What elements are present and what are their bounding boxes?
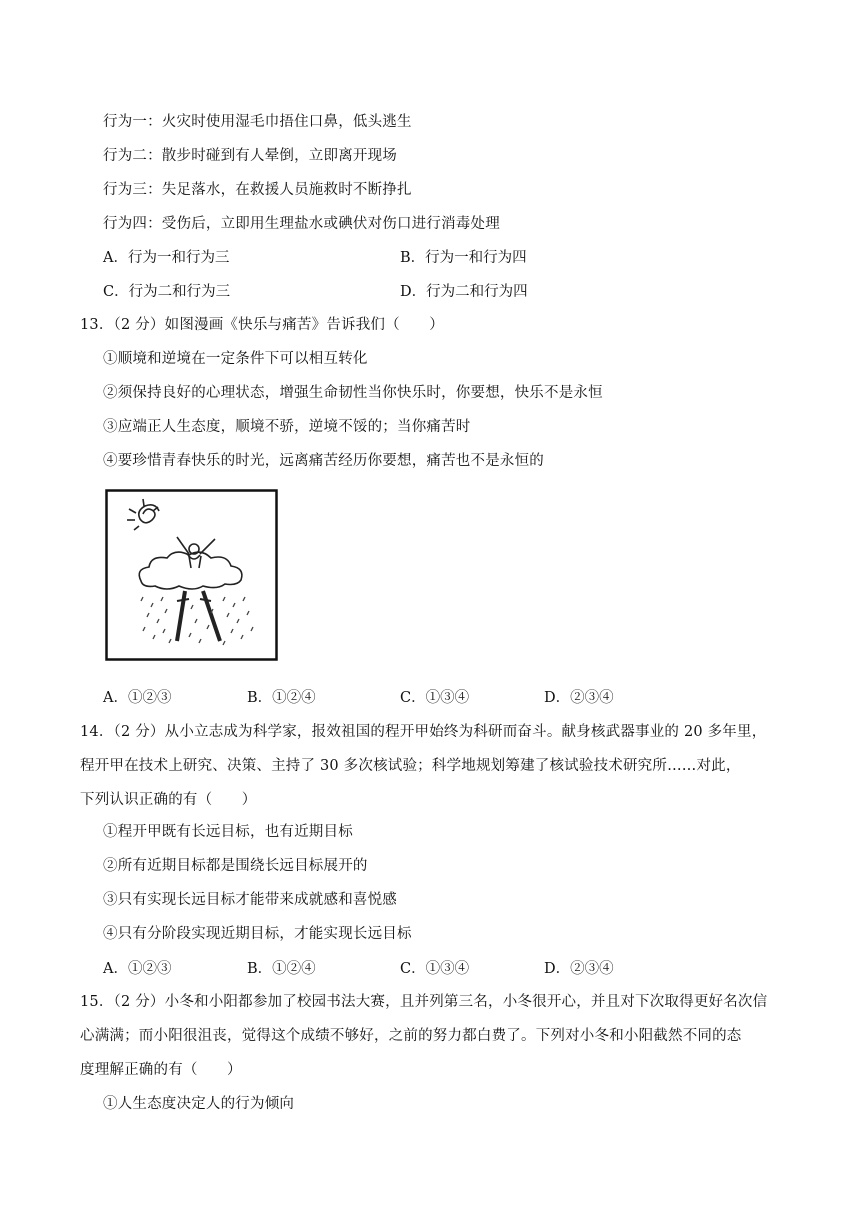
- q15-stem-line-2: 心满满；而小阳很沮丧，觉得这个成绩不够好，之前的努力都白费了。下列对小冬和小阳截然不同的态: [80, 1028, 742, 1044]
- q14-stem-line-2: 程开甲在技术上研究、决策、主持了 30 多次核试验；科学地规划筹建了核试验技术研究所……对此，: [80, 758, 741, 774]
- q14-option-a[interactable]: A．①②③: [103, 961, 172, 977]
- q14-option-d[interactable]: D．②③④: [544, 961, 614, 977]
- q13-option-b[interactable]: B．①②④: [247, 690, 316, 706]
- q13-option-d[interactable]: D．②③④: [544, 690, 614, 706]
- q13-option-a[interactable]: A．①②③: [103, 690, 172, 706]
- q12-option-c[interactable]: C．行为二和行为三: [103, 284, 231, 300]
- q15-stem-line-1: 15．（2 分）小冬和小阳都参加了校园书法大赛，且并列第三名，小冬很开心，并且对下次取得更好名次信: [80, 994, 768, 1010]
- cartoon-happiness-and-pain: [105, 489, 278, 661]
- q14-item-3: ③只有实现长远目标才能带来成就感和喜悦感: [103, 892, 397, 908]
- q12-behavior-3: 行为三：失足落水，在救援人员施救时不断挣扎: [103, 182, 412, 198]
- q14-option-b[interactable]: B．①②④: [247, 961, 316, 977]
- q14-item-4: ④只有分阶段实现近期目标，才能实现长远目标: [103, 926, 412, 942]
- q14-item-1: ①程开甲既有长远目标，也有近期目标: [103, 824, 353, 840]
- q15-item-1: ①人生态度决定人的行为倾向: [103, 1096, 295, 1112]
- q12-option-b[interactable]: B．行为一和行为四: [400, 250, 527, 266]
- q14-option-c[interactable]: C．①③④: [400, 961, 470, 977]
- q14-stem-line-1: 14．（2 分）从小立志成为科学家，报效祖国的程开甲始终为科研而奋斗。献身核武器事业的 20 多年里，: [80, 724, 767, 740]
- q13-option-c[interactable]: C．①③④: [400, 690, 470, 706]
- q12-behavior-1: 行为一：火灾时使用湿毛巾捂住口鼻，低头逃生: [103, 114, 412, 130]
- q12-option-d[interactable]: D．行为二和行为四: [400, 284, 528, 300]
- q13-item-2: ②须保持良好的心理状态，增强生命韧性当你快乐时，你要想，快乐不是永恒: [103, 385, 603, 401]
- q12-option-a[interactable]: A．行为一和行为三: [103, 250, 230, 266]
- q14-stem-line-3: 下列认识正确的有（ ）: [80, 792, 257, 808]
- q15-stem-line-3: 度理解正确的有（ ）: [80, 1062, 242, 1078]
- q12-behavior-4: 行为四：受伤后，立即用生理盐水或碘伏对伤口进行消毒处理: [103, 216, 500, 232]
- q12-behavior-2: 行为二：散步时碰到有人晕倒，立即离开现场: [103, 148, 397, 164]
- q13-item-4: ④要珍惜青春快乐的时光，远离痛苦经历你要想，痛苦也不是永恒的: [103, 453, 544, 469]
- q13-item-1: ①顺境和逆境在一定条件下可以相互转化: [103, 351, 368, 367]
- q13-stem: 13．（2 分）如图漫画《快乐与痛苦》告诉我们（ ）: [80, 317, 444, 333]
- q13-item-3: ③应端正人生态度，顺境不骄，逆境不馁的；当你痛苦时: [103, 419, 471, 435]
- q14-item-2: ②所有近期目标都是围绕长远目标展开的: [103, 858, 368, 874]
